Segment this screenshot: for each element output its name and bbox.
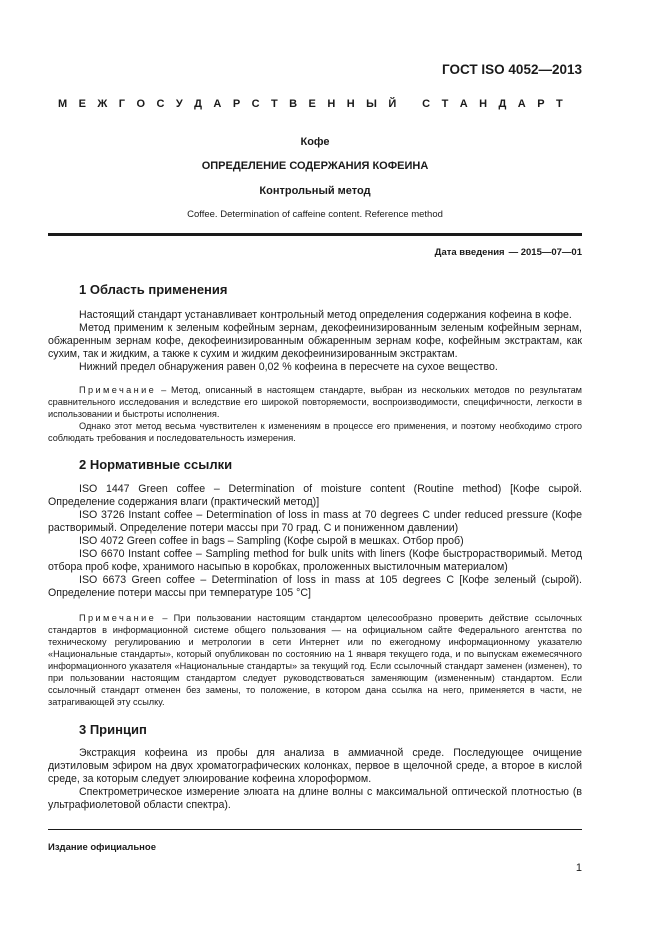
normative-reference: ISO 6670 Instant coffee – Sampling method for bulk units with liners (Кофе быстрорастворимый. Метод отбора проб кофе, хранимого насыпью в коробках, проложенных выстилочным материалом) [48, 548, 582, 573]
banner-letter: Р [232, 98, 241, 110]
banner-letter: Т [441, 98, 449, 110]
banner-letter: У [175, 98, 183, 110]
note-paragraph [48, 612, 582, 708]
banner-letter: Й [388, 98, 397, 110]
banner-letter: М [58, 98, 68, 110]
document-method: Контрольный метод [259, 185, 371, 197]
banner-letter: В [289, 98, 298, 110]
banner-letter: Е [78, 98, 86, 110]
banner-letter: Е [308, 98, 316, 110]
normative-reference: ISO 6673 Green coffee – Determination of loss in mass at 105 degrees C [Кофе зеленый (сырой). Определение потери массы при температуре 105 °C] [48, 574, 582, 599]
normative-reference: ISO 4072 Green coffee in bags – Sampling (Кофе сырой в мешках. Отбор проб) [79, 535, 464, 547]
section-3-paragraph: Экстракция кофеина из пробы для анализа в аммиачной среде. Последующее очищение диэтиловым эфиром на двух хроматографических колонках, первое в щелочной среде, а второе в кислой среде, за которым следует элюирование кофеина хлороформом. [48, 747, 582, 785]
banner-letter: Н [327, 98, 336, 110]
section-1-paragraph: Нижний предел обнаружения равен 0,02 % кофеина в пересчете на сухое вещество. [79, 361, 498, 373]
document-body [48, 282, 582, 812]
banner-letter: Г [118, 98, 126, 110]
banner-letter: Т [555, 98, 563, 110]
introduction-date-label: Дата введения [434, 247, 505, 258]
banner-letter: Д [498, 98, 507, 110]
banner-letter: А [213, 98, 222, 110]
section-1-paragraph: Настоящий стандарт устанавливает контрольный метод определения содержания кофеина в кофе. [79, 309, 572, 321]
title-divider [48, 233, 582, 236]
banner-letter: С [251, 98, 260, 110]
document-title: ОПРЕДЕЛЕНИЕ СОДЕРЖАНИЯ КОФЕИНА [201, 160, 429, 172]
section-1-paragraph: Метод применим к зеленым кофейным зернам, декофеинизированным зеленым кофейным зернам, обжаренным зернам кофе, декофеинизированным обжаренным зернам кофе, кофейным экстрактам, как сухим, так и жидким, а также к сухим и жидким декофеинизированным экстрактам. [48, 322, 582, 360]
banner-letter: Д [194, 98, 202, 110]
document-subject: Кофе [300, 136, 330, 148]
banner-letter: О [136, 98, 146, 110]
banner-letter: Т [270, 98, 278, 110]
section-1-note [48, 384, 582, 444]
section-2-heading: 2 Нормативные ссылки [79, 457, 233, 472]
document-code: ГОСТ ISO 4052—2013 [442, 62, 582, 77]
section-3-paragraph: Спектрометрическое измерение элюата на длине волны с максимальной оптической плотностью (в ультрафиолетовой области спектра). [48, 786, 582, 811]
normative-reference: ISO 1447 Green coffee – Determination of moisture content (Routine method) [Кофе сырой. Определение содержания влаги (практический метод)] [48, 483, 582, 508]
standard-banner [58, 98, 563, 110]
footer-divider [48, 829, 582, 830]
banner-letter: Н [346, 98, 355, 110]
note-label: Примечание [79, 613, 157, 623]
note-paragraph: Однако этот метод весьма чувствителен к изменениям в процессе его применения, и поэтому необходимо строго соблюдать требования и последовательность измерения. [48, 421, 582, 443]
normative-reference: ISO 3726 Instant coffee – Determination of loss in mass at 70 degrees C under reduced pressure (Кофе растворимый. Определение потери массы при 70 град. С и пониженном давлении) [48, 509, 582, 534]
banner-letter: Ы [366, 98, 377, 110]
banner-letter: С [156, 98, 165, 110]
section-2-note [48, 612, 582, 708]
banner-letter: А [459, 98, 468, 110]
banner-letter [408, 98, 411, 110]
section-1-heading: 1 Область применения [79, 282, 228, 297]
note-label: Примечание [79, 385, 157, 395]
banner-letter: Ж [97, 98, 108, 110]
banner-letter: А [517, 98, 526, 110]
introduction-date [435, 247, 582, 258]
edition-label: Издание официальное [48, 842, 156, 853]
introduction-date-value: — 2015—07—01 [508, 247, 582, 258]
page-number: 1 [575, 862, 582, 874]
note-paragraph [48, 384, 582, 420]
note-text: – Метод, описанный в настоящем стандарте, выбран из нескольких методов по результатам сравнительного исследования и вследствие его широкой повторяемости, воспроизводимости, специфичности, легкости в использовании и быстроты исполнения. [48, 385, 582, 419]
banner-letter: Р [537, 98, 545, 110]
section-3-heading: 3 Принцип [79, 722, 147, 737]
banner-letter: С [422, 98, 431, 110]
banner-letter: Н [479, 98, 488, 110]
document-title-english: Coffee. Determination of caffeine content. Reference method [187, 209, 443, 220]
note-text: – При пользовании настоящим стандартом целесообразно проверить действие ссылочных стандартов в информационной системе общего пользования — на официальном сайте Федерального агентства по техническому регулированию и метрологии в сети Интернет или по ежегодному информационному указателю «Национальные стандарты», который опубликован по состоянию на 1 января текущего года, и по выпускам ежемесячного информационного указателя «Национальные стандарты» за текущий год. Если ссылочный стандарт заменен (изменен), то при пользовании настоящим стандартом следует руководствоваться заменяющим (измененным) стандартом. Если ссылочный стандарт отменен без замены, то положение, в котором дана ссылка на него, применяется в части, не затрагивающей эту ссылку. [48, 613, 582, 707]
